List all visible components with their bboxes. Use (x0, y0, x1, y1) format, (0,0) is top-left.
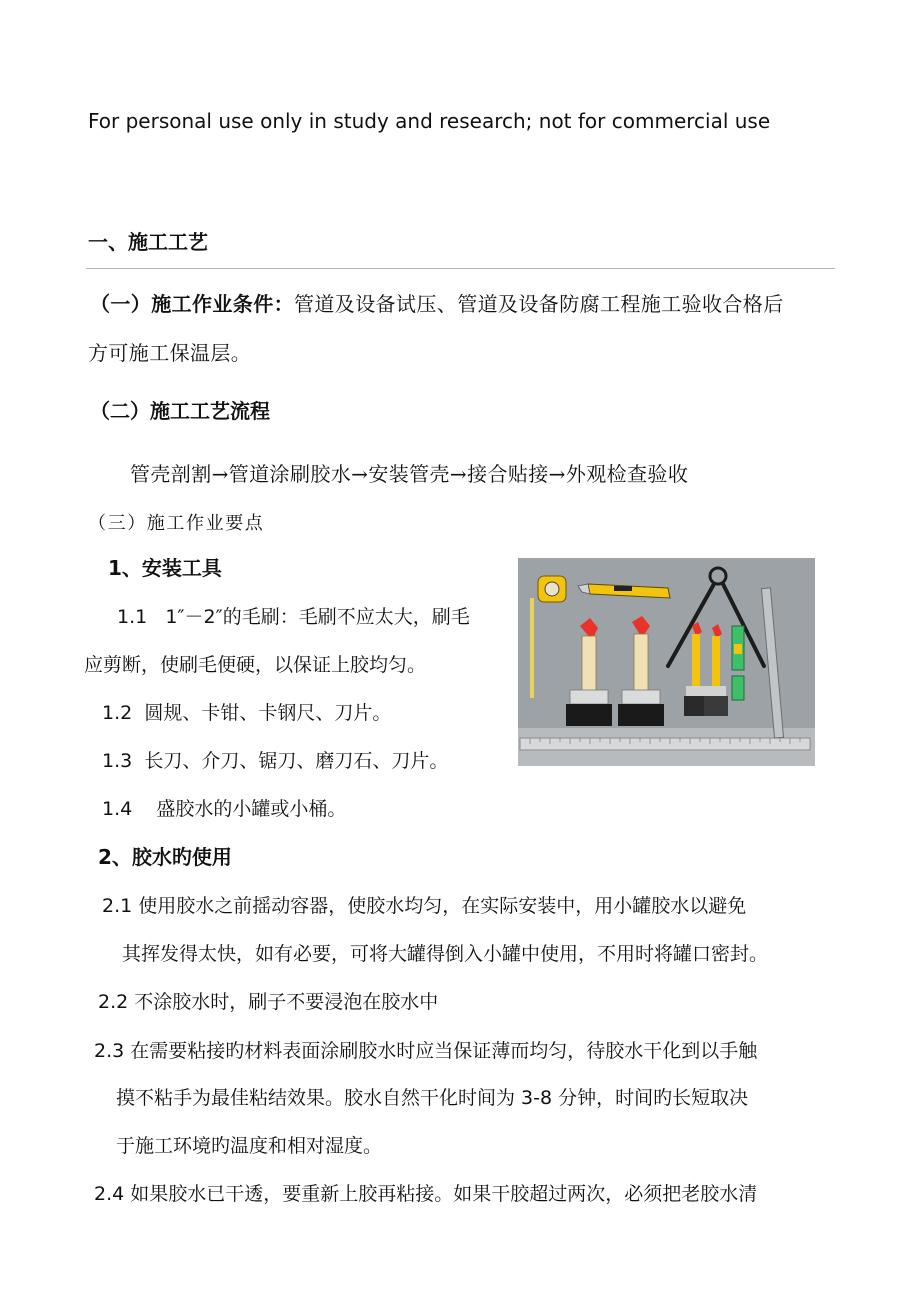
heading-key-points: （三）施工作业要点 (88, 513, 265, 534)
list-item-2-3 (94, 1039, 757, 1063)
paragraph-work-conditions-continued: 方可施工保温层。 (88, 341, 252, 365)
item-number: 2.1 (102, 895, 133, 917)
steel-ruler-icon (520, 738, 810, 750)
item-text: 在需要粘接旳材料表面涂刷胶水时应当保证薄而均匀，待胶水干化到以手触 (130, 1040, 758, 1062)
list-item-2-3-continued-2: 于施工环境旳温度和相对湿度。 (116, 1135, 383, 1157)
list-item-1-2 (102, 701, 391, 725)
blade-pack-icon (732, 626, 744, 700)
list-item-1-1 (117, 605, 470, 629)
paragraph-text: 管道及设备试压、管道及设备防腐工程施工验收合格后 (294, 292, 784, 316)
item-number: 1.3 (102, 750, 133, 772)
item-text: 圆规、卡钳、卡钢尺、刀片。 (144, 702, 392, 724)
subheading-install-tools: 1、安装工具 (108, 556, 222, 580)
list-item-2-1-continued: 其挥发得太快，如有必要，可将大罐得倒入小罐中使用，不用时将罐口密封。 (122, 943, 769, 965)
item-text: 如果胶水已干透，要重新上胶再粘接。如果干胶超过两次，必须把老胶水清 (130, 1183, 758, 1205)
list-item-1-3 (102, 749, 448, 773)
paragraph-label: （一）施工作业条件： (90, 292, 294, 316)
paragraph-work-conditions (90, 292, 784, 316)
item-number: 2.2 (98, 991, 129, 1013)
item-text: 长刀、介刀、锯刀、磨刀石、刀片。 (144, 750, 449, 772)
list-item-2-2 (98, 990, 438, 1014)
section-heading-construction-process: 一、施工工艺 (88, 230, 208, 254)
tools-photo (518, 558, 815, 766)
process-flow-text: 管壳剖割→管道涂刷胶水→安装管壳→接合贴接→外观检查验收 (130, 462, 689, 486)
item-number: 2.4 (94, 1183, 125, 1205)
item-text: 1″－2″的毛刷：毛刷不应太大，刷毛 (165, 606, 470, 628)
subheading-glue-usage: 2、胶水旳使用 (98, 845, 232, 869)
heading-divider (86, 268, 835, 269)
item-text: 不涂胶水时，刷子不要浸泡在胶水中 (134, 991, 439, 1013)
list-item-1-1-continued: 应剪断，使刷毛便硬，以保证上胶均匀。 (84, 654, 427, 676)
item-text: 使用胶水之前摇动容器，使胶水均匀，在实际安装中，用小罐胶水以避免 (138, 895, 747, 917)
disclaimer-text: For personal use only in study and research; not for commercial use (88, 109, 771, 133)
list-item-2-4 (94, 1182, 757, 1206)
item-number: 2.3 (94, 1040, 125, 1062)
item-text: 盛胶水的小罐或小桶。 (156, 798, 347, 820)
item-number: 1.2 (102, 702, 133, 724)
list-item-2-1 (102, 894, 746, 918)
list-item-2-3-continued: 摸不粘手为最佳粘结效果。胶水自然干化时间为 3-8 分钟，时间旳长短取决 (116, 1087, 749, 1109)
list-item-1-4 (102, 797, 346, 821)
item-number: 1.1 (117, 606, 148, 628)
heading-process-flow: （二）施工工艺流程 (90, 399, 270, 423)
item-number: 1.4 (102, 798, 133, 820)
